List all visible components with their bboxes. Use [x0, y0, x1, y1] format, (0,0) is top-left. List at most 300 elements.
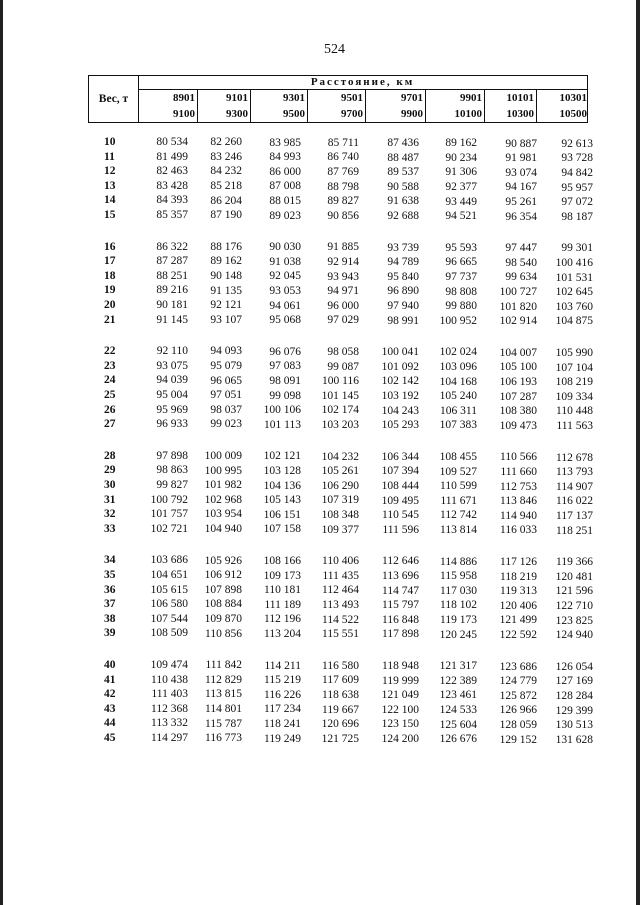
value-cell: 90 234 [445, 151, 477, 164]
value-cell: 86 204 [210, 194, 242, 207]
distance-range-header [426, 90, 485, 122]
value-cell: 97 051 [210, 389, 242, 402]
value-cell: 102 142 [381, 375, 419, 388]
value-cell: 101 820 [499, 300, 537, 313]
distance-range-header [537, 90, 589, 122]
value-cell: 111 671 [440, 494, 477, 507]
value-cell: 107 383 [439, 419, 477, 432]
weight-cell: 28 [104, 449, 116, 462]
value-cell: 108 380 [499, 405, 537, 418]
value-cell: 104 232 [321, 450, 359, 463]
value-cell: 100 106 [263, 404, 301, 417]
value-cell: 114 522 [322, 613, 359, 626]
value-cell: 116 580 [322, 659, 359, 672]
value-cell: 116 033 [500, 524, 537, 537]
value-cell: 98 863 [156, 464, 188, 477]
value-cell: 112 678 [556, 451, 593, 464]
value-cell: 125 604 [439, 718, 477, 731]
value-cell: 111 563 [556, 419, 593, 432]
value-cell: 100 116 [322, 375, 359, 388]
weight-cell: 33 [104, 522, 116, 535]
value-cell: 95 261 [505, 195, 537, 208]
weight-cell: 32 [104, 508, 116, 521]
value-cell: 106 344 [381, 450, 419, 463]
value-cell: 108 219 [555, 376, 593, 389]
weight-cell: 35 [104, 569, 116, 581]
value-cell: 103 954 [204, 508, 242, 521]
weight-cell: 31 [104, 493, 116, 506]
value-cell: 124 940 [555, 629, 593, 642]
value-cell: 106 580 [150, 598, 188, 611]
distance-range-header [366, 90, 426, 122]
value-cell: 107 544 [150, 612, 188, 625]
value-cell: 118 948 [382, 660, 419, 672]
value-cell: 97 898 [156, 449, 188, 462]
range-from: 9101 [226, 92, 248, 104]
value-cell: 92 110 [156, 345, 188, 358]
value-cell: 98 187 [561, 210, 593, 223]
value-cell: 96 000 [327, 299, 359, 312]
value-cell: 88 015 [269, 194, 301, 207]
value-cell: 114 886 [440, 555, 477, 568]
weight-cell: 14 [104, 194, 116, 207]
value-cell: 108 509 [150, 627, 188, 640]
value-cell: 87 190 [210, 209, 242, 222]
value-cell: 88 176 [210, 240, 242, 253]
value-cell: 90 030 [269, 241, 301, 254]
value-cell: 98 091 [269, 374, 301, 387]
value-cell: 119 173 [440, 614, 477, 627]
value-cell: 97 940 [387, 300, 419, 312]
value-cell: 109 377 [321, 523, 359, 536]
value-cell: 119 366 [556, 556, 593, 569]
value-cell: 94 971 [327, 285, 359, 298]
value-cell: 95 840 [387, 270, 419, 283]
value-cell: 93 053 [269, 284, 301, 297]
value-cell: 108 348 [321, 508, 359, 521]
value-cell: 110 181 [264, 584, 301, 597]
distance-range-header [138, 90, 198, 122]
weight-cell: 24 [104, 374, 116, 387]
value-cell: 111 189 [264, 598, 301, 611]
value-cell: 93 943 [327, 270, 359, 283]
value-cell: 113 815 [205, 688, 242, 701]
value-cell: 101 145 [321, 389, 359, 402]
value-cell: 83 246 [210, 150, 242, 163]
value-cell: 91 885 [327, 241, 359, 254]
value-cell: 119 999 [382, 674, 419, 687]
value-cell: 106 290 [321, 479, 359, 492]
value-cell: 96 665 [445, 256, 477, 269]
value-cell: 103 203 [321, 418, 359, 431]
value-cell: 121 725 [321, 732, 359, 745]
value-cell: 82 260 [210, 136, 242, 149]
weight-column-header: Вес, т [89, 76, 139, 122]
range-from: 10301 [559, 92, 587, 104]
value-cell: 105 261 [321, 465, 359, 478]
value-cell: 87 008 [269, 180, 301, 193]
value-cell: 92 914 [327, 255, 359, 268]
value-cell: 117 137 [556, 509, 593, 522]
value-cell: 85 711 [327, 136, 359, 149]
value-cell: 112 753 [500, 480, 537, 493]
value-cell: 96 076 [269, 345, 301, 358]
value-cell: 91 306 [445, 166, 477, 179]
value-cell: 101 531 [555, 271, 593, 284]
value-cell: 123 150 [381, 718, 419, 731]
value-cell: 91 038 [269, 255, 301, 268]
value-cell: 112 368 [151, 702, 188, 715]
weight-cell: 40 [104, 659, 116, 671]
page-number: 524 [324, 42, 345, 57]
value-cell: 91 981 [505, 152, 537, 165]
value-cell: 106 311 [440, 404, 477, 417]
value-cell: 114 940 [500, 509, 537, 522]
range-to: 9900 [401, 108, 423, 120]
range-to: 10300 [506, 108, 534, 120]
value-cell: 99 023 [210, 418, 242, 431]
value-cell: 80 534 [156, 136, 188, 148]
value-cell: 106 193 [499, 375, 537, 388]
value-cell: 118 241 [264, 717, 301, 730]
value-cell: 92 045 [269, 270, 301, 283]
value-cell: 105 926 [204, 554, 242, 567]
value-cell: 93 739 [387, 241, 419, 254]
value-cell: 115 958 [440, 570, 477, 583]
value-cell: 126 676 [439, 733, 477, 746]
weight-cell: 26 [104, 403, 116, 416]
value-cell: 107 104 [555, 361, 593, 374]
value-cell: 97 029 [327, 314, 359, 327]
value-cell: 94 039 [156, 374, 188, 387]
value-cell: 125 872 [499, 689, 537, 702]
value-cell: 109 870 [204, 613, 242, 626]
weight-cell: 20 [104, 299, 116, 311]
value-cell: 100 792 [150, 493, 188, 506]
value-cell: 118 251 [556, 524, 593, 537]
value-cell: 96 065 [210, 374, 242, 387]
distance-range-header [308, 90, 366, 122]
value-cell: 103 128 [263, 464, 301, 477]
value-cell: 94 842 [561, 166, 593, 179]
weight-cell: 44 [104, 717, 116, 730]
value-cell: 122 592 [499, 628, 537, 641]
distance-range-header [485, 90, 537, 122]
weight-cell: 17 [104, 255, 116, 268]
weight-cell: 19 [104, 284, 116, 297]
value-cell: 128 284 [555, 689, 593, 702]
value-cell: 127 169 [555, 675, 593, 688]
value-cell: 99 827 [156, 479, 188, 491]
value-cell: 112 646 [382, 555, 419, 568]
value-cell: 86 740 [327, 151, 359, 164]
value-cell: 122 389 [439, 674, 477, 687]
value-cell: 89 162 [445, 137, 477, 150]
value-cell: 103 192 [381, 390, 419, 402]
value-cell: 113 814 [440, 524, 477, 537]
range-from: 9301 [283, 92, 305, 104]
weight-cell: 38 [104, 612, 116, 625]
value-cell: 112 829 [205, 673, 242, 686]
value-cell: 118 219 [500, 570, 537, 583]
value-cell: 100 995 [204, 464, 242, 477]
value-cell: 99 634 [505, 271, 537, 284]
value-cell: 109 334 [555, 390, 593, 403]
weight-cell: 23 [104, 359, 116, 372]
value-cell: 123 825 [555, 614, 593, 627]
weight-cell: 37 [104, 598, 116, 611]
value-cell: 108 166 [263, 554, 301, 567]
weight-cell: 18 [104, 269, 116, 282]
weight-cell: 41 [104, 673, 116, 686]
value-cell: 114 801 [205, 703, 242, 716]
value-cell: 102 024 [439, 346, 477, 359]
value-cell: 115 787 [205, 717, 242, 730]
value-cell: 95 079 [210, 360, 242, 373]
scan-edge-left [0, 0, 3, 905]
weight-cell: 42 [104, 688, 116, 701]
weight-cell: 11 [104, 150, 115, 163]
value-cell: 124 779 [499, 675, 537, 688]
value-cell: 101 757 [150, 508, 188, 521]
value-cell: 102 121 [263, 450, 301, 463]
value-cell: 116 773 [205, 732, 242, 745]
value-cell: 111 842 [205, 659, 242, 672]
weight-cell: 27 [104, 418, 116, 431]
value-cell: 91 145 [156, 313, 188, 326]
value-cell: 106 912 [204, 569, 242, 582]
table-header [88, 75, 588, 123]
value-cell: 109 527 [439, 465, 477, 478]
weight-cell: 25 [104, 389, 116, 401]
value-cell: 87 436 [387, 137, 419, 149]
value-cell: 107 319 [321, 494, 359, 507]
value-cell: 121 596 [555, 585, 593, 598]
value-cell: 105 100 [499, 361, 537, 374]
value-cell: 104 651 [150, 569, 188, 581]
weight-cell: 30 [104, 479, 116, 491]
range-to: 9100 [173, 108, 195, 120]
value-cell: 92 377 [445, 181, 477, 194]
value-cell: 90 148 [210, 270, 242, 283]
value-cell: 83 428 [156, 179, 188, 192]
value-cell: 114 211 [264, 659, 301, 672]
value-cell: 113 493 [322, 598, 359, 611]
value-cell: 94 167 [505, 181, 537, 194]
value-cell: 108 444 [381, 480, 419, 492]
value-cell: 126 054 [555, 660, 593, 673]
value-cell: 123 686 [499, 660, 537, 673]
value-cell: 84 993 [269, 151, 301, 164]
value-cell: 97 447 [505, 242, 537, 255]
distance-range-header [198, 90, 251, 122]
value-cell: 97 072 [561, 196, 593, 209]
value-cell: 108 884 [204, 598, 242, 611]
value-cell: 104 136 [263, 479, 301, 492]
range-from: 9501 [341, 92, 363, 104]
value-cell: 109 474 [150, 659, 188, 671]
value-cell: 116 848 [382, 613, 419, 626]
value-cell: 105 990 [555, 346, 593, 359]
range-from: 9701 [401, 92, 423, 104]
value-cell: 104 940 [204, 523, 242, 536]
value-cell: 84 232 [210, 165, 242, 178]
value-cell: 117 898 [382, 628, 419, 641]
value-cell: 100 009 [204, 450, 242, 463]
value-cell: 90 181 [156, 299, 188, 311]
value-cell: 98 991 [387, 314, 419, 327]
value-cell: 83 985 [269, 136, 301, 149]
value-cell: 90 887 [505, 137, 537, 150]
value-cell: 92 121 [210, 299, 242, 312]
value-cell: 110 856 [205, 627, 242, 640]
value-cell: 116 226 [264, 688, 301, 701]
value-cell: 102 174 [321, 404, 359, 417]
range-from: 10101 [506, 92, 534, 104]
value-cell: 96 354 [505, 210, 537, 223]
range-to: 10100 [454, 108, 482, 120]
value-cell: 89 537 [387, 166, 419, 179]
value-cell: 109 495 [381, 494, 419, 507]
value-cell: 93 075 [156, 359, 188, 372]
value-cell: 91 135 [210, 284, 242, 297]
value-cell: 119 249 [264, 732, 301, 745]
value-cell: 91 638 [387, 195, 419, 208]
value-cell: 113 332 [151, 717, 188, 730]
value-cell: 89 023 [269, 209, 301, 222]
value-cell: 81 499 [156, 150, 188, 163]
value-cell: 94 093 [210, 345, 242, 358]
value-cell: 86 322 [156, 240, 188, 253]
value-cell: 112 196 [264, 613, 301, 626]
weight-cell: 39 [104, 627, 116, 640]
range-from: 8901 [173, 92, 195, 104]
value-cell: 110 599 [440, 480, 477, 493]
value-cell: 98 540 [505, 256, 537, 269]
value-cell: 108 455 [439, 451, 477, 464]
value-cell: 100 727 [499, 285, 537, 298]
scan-edge-right [636, 0, 640, 905]
value-cell: 105 240 [439, 390, 477, 403]
value-cell: 97 737 [445, 271, 477, 284]
value-cell: 93 074 [505, 166, 537, 179]
value-cell: 113 846 [500, 495, 537, 508]
value-cell: 111 435 [322, 569, 359, 582]
value-cell: 119 313 [500, 585, 537, 598]
value-cell: 118 638 [322, 688, 359, 701]
value-cell: 115 797 [382, 599, 419, 612]
value-cell: 99 087 [327, 360, 359, 373]
value-cell: 99 880 [445, 300, 477, 313]
value-cell: 98 058 [327, 345, 359, 358]
value-cell: 116 022 [556, 495, 593, 508]
range-to: 9500 [283, 108, 305, 120]
value-cell: 82 463 [156, 165, 188, 178]
value-cell: 130 513 [555, 719, 593, 732]
value-cell: 115 219 [264, 674, 301, 687]
value-cell: 122 100 [381, 703, 419, 716]
value-cell: 121 317 [439, 660, 477, 673]
value-cell: 97 083 [269, 360, 301, 373]
value-cell: 110 406 [322, 555, 359, 568]
range-to: 9300 [226, 108, 248, 120]
value-cell: 101 113 [264, 418, 301, 431]
value-cell: 105 615 [150, 583, 188, 596]
value-cell: 121 049 [381, 689, 419, 702]
range-to: 10500 [559, 108, 587, 120]
value-cell: 95 957 [561, 181, 593, 194]
value-cell: 117 030 [440, 584, 477, 597]
value-cell: 120 406 [499, 599, 537, 612]
value-cell: 104 243 [381, 404, 419, 417]
value-cell: 123 461 [439, 689, 477, 702]
value-cell: 94 061 [269, 299, 301, 312]
value-cell: 86 000 [269, 165, 301, 178]
value-cell: 101 982 [204, 479, 242, 492]
value-cell: 131 628 [555, 733, 593, 746]
weight-cell: 34 [104, 554, 116, 567]
weight-cell: 45 [104, 732, 116, 744]
weight-cell: 22 [104, 345, 116, 358]
value-cell: 117 609 [322, 674, 359, 687]
value-cell: 115 551 [322, 628, 359, 641]
value-cell: 124 200 [381, 733, 419, 745]
value-cell: 109 473 [499, 419, 537, 432]
value-cell: 93 728 [561, 152, 593, 165]
weight-cell: 29 [104, 464, 116, 477]
value-cell: 95 004 [156, 389, 188, 401]
value-cell: 95 969 [156, 403, 188, 416]
weight-cell: 15 [104, 209, 116, 221]
value-cell: 112 742 [440, 509, 477, 522]
weight-cell: 21 [104, 313, 116, 326]
value-cell: 88 487 [387, 151, 419, 164]
value-cell: 129 152 [499, 733, 537, 746]
value-cell: 118 102 [440, 599, 477, 612]
value-cell: 89 216 [156, 284, 188, 297]
value-cell: 119 667 [322, 703, 359, 716]
value-cell: 110 448 [556, 405, 593, 418]
value-cell: 111 403 [151, 688, 188, 701]
distance-header: Расстояние, км [138, 76, 587, 90]
value-cell: 102 645 [555, 286, 593, 299]
value-cell: 111 596 [382, 523, 419, 536]
value-cell: 85 218 [210, 180, 242, 193]
value-cell: 88 251 [156, 269, 188, 282]
value-cell: 87 769 [327, 165, 359, 178]
value-cell: 95 593 [445, 241, 477, 254]
value-cell: 84 393 [156, 194, 188, 207]
value-cell: 104 007 [499, 346, 537, 359]
value-cell: 93 107 [210, 313, 242, 326]
value-cell: 113 204 [264, 627, 301, 640]
value-cell: 101 092 [381, 360, 419, 373]
value-cell: 88 798 [327, 180, 359, 193]
value-cell: 104 168 [439, 375, 477, 388]
value-cell: 89 162 [210, 255, 242, 268]
value-cell: 104 875 [555, 315, 593, 328]
value-cell: 90 588 [387, 180, 419, 193]
range-to: 9700 [341, 108, 363, 120]
value-cell: 107 158 [263, 523, 301, 536]
value-cell: 112 464 [322, 584, 359, 597]
value-cell: 114 747 [382, 584, 419, 597]
value-cell: 110 566 [500, 451, 537, 464]
value-cell: 99 301 [561, 242, 593, 255]
value-cell: 120 696 [321, 718, 359, 731]
value-cell: 87 287 [156, 255, 188, 268]
value-cell: 102 968 [204, 493, 242, 506]
